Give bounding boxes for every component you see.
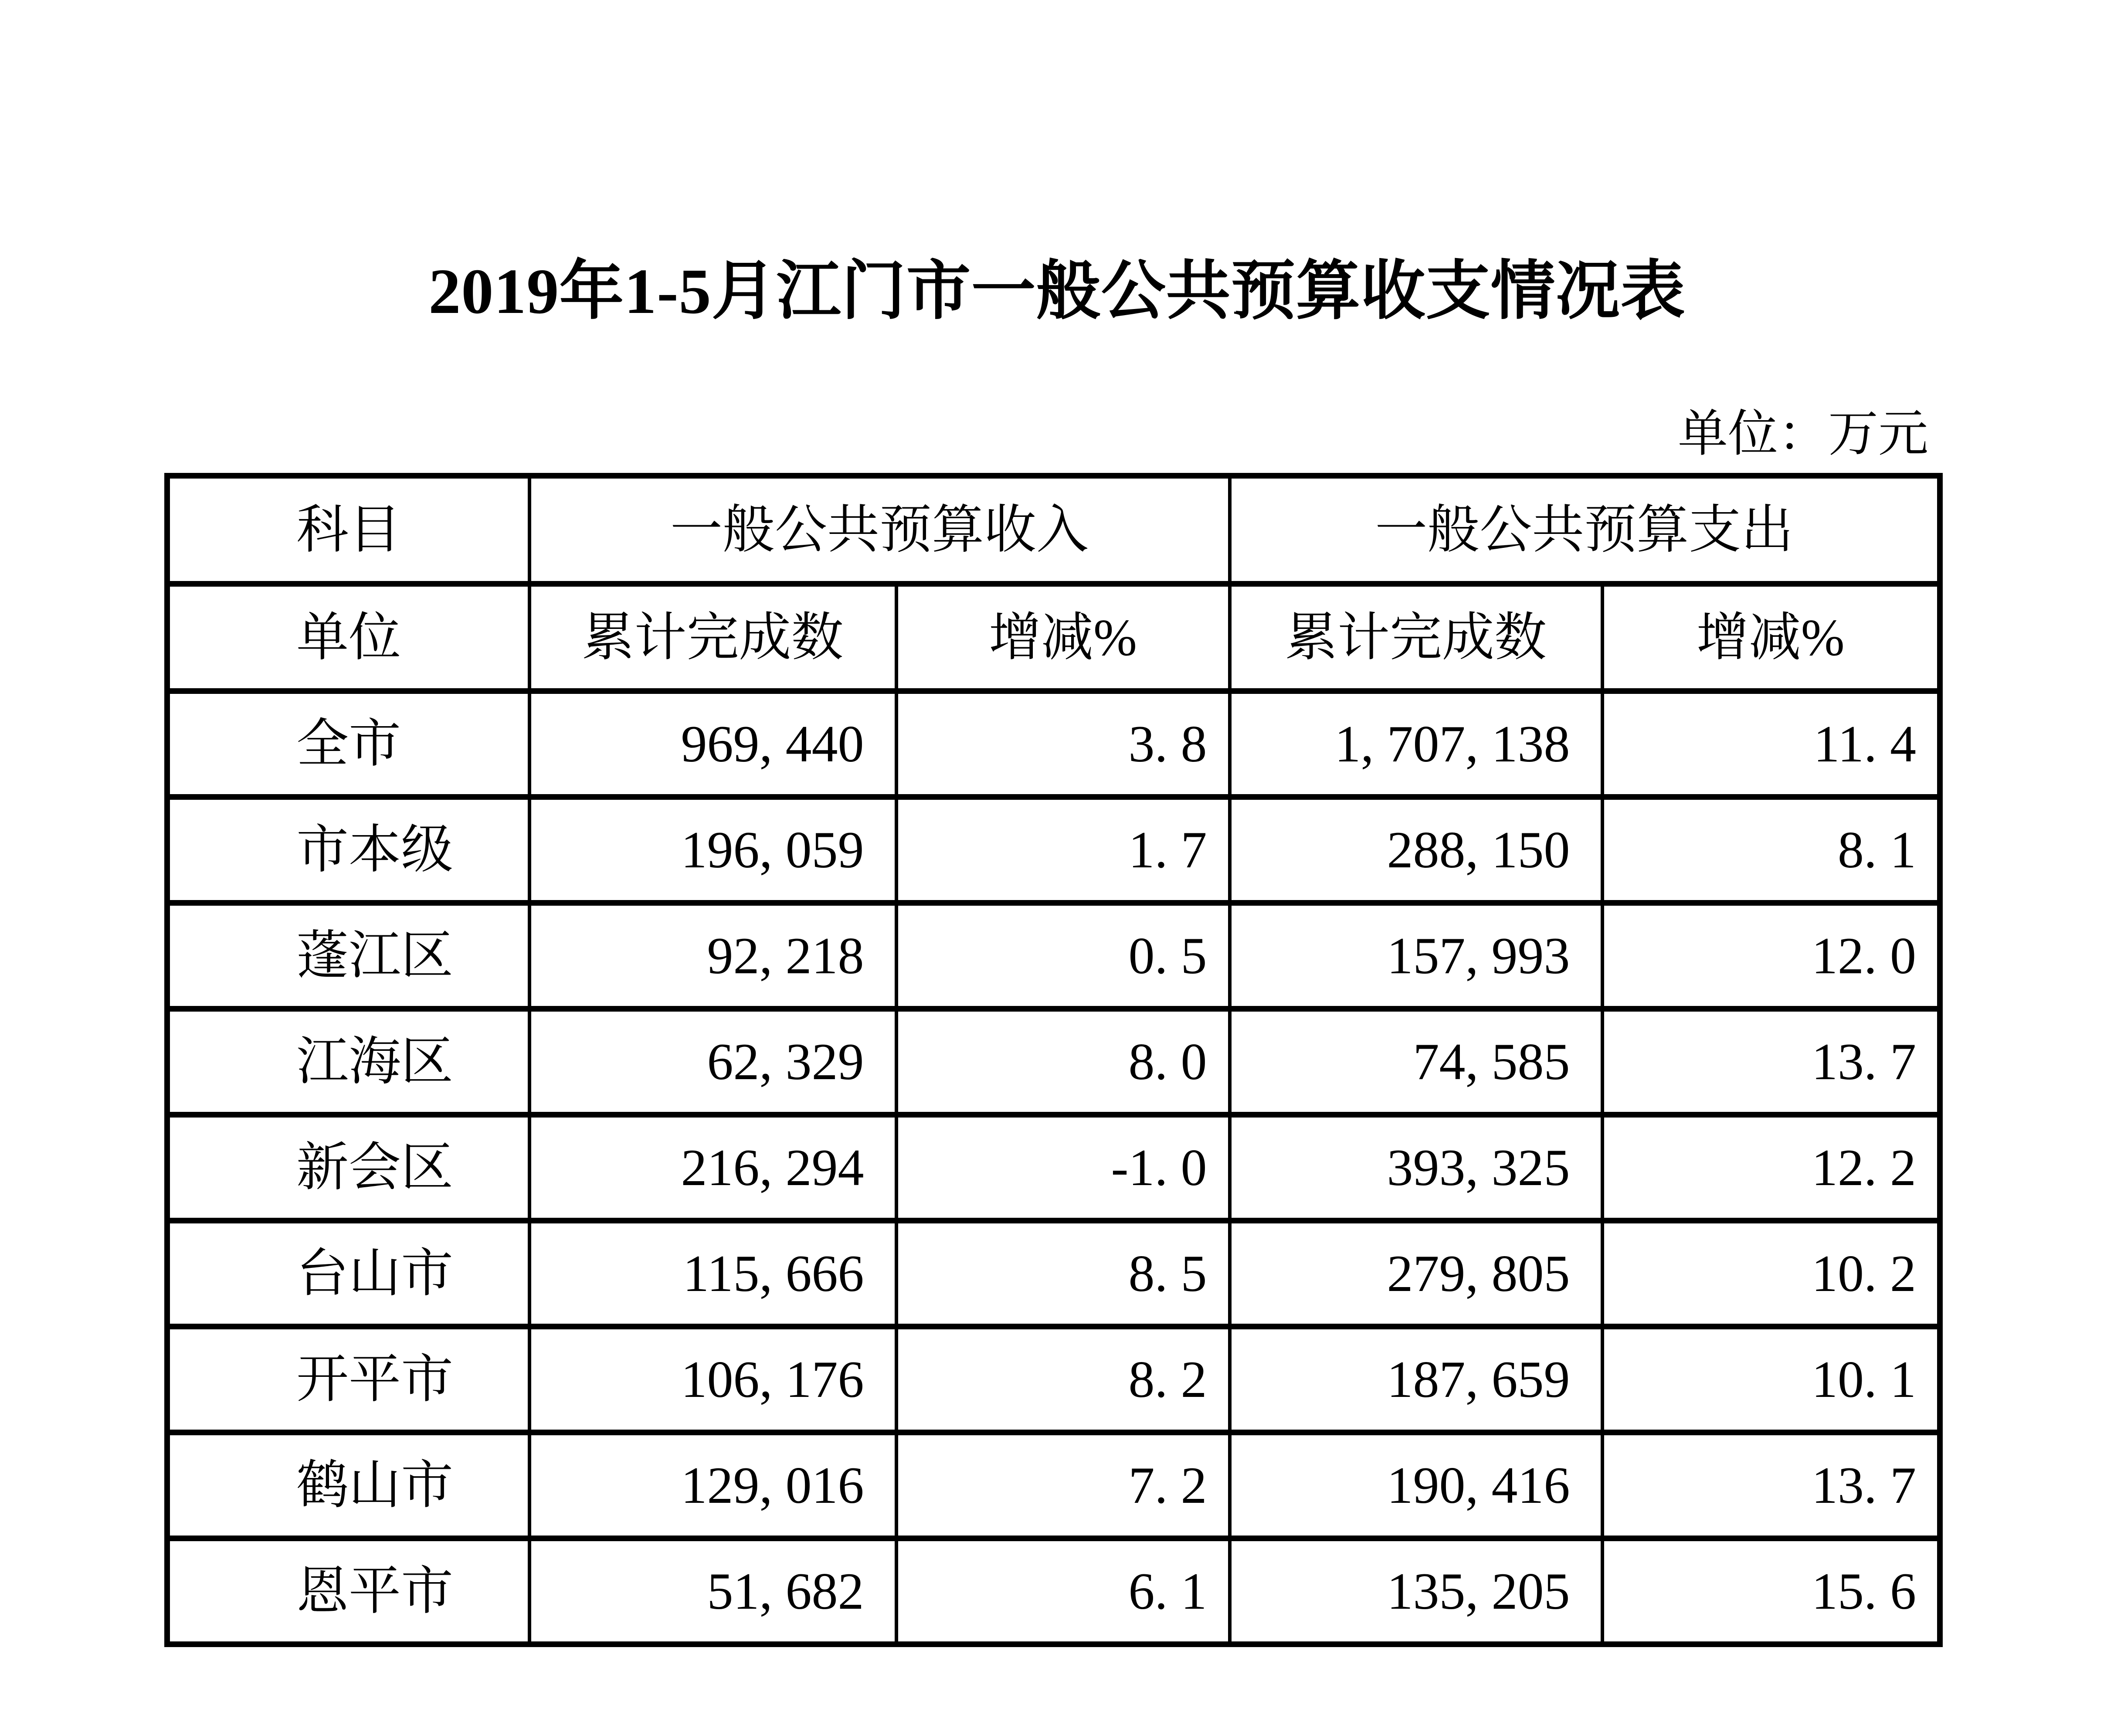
table-row [167, 1221, 1940, 1327]
region-name-cell: 开平市 [167, 1327, 529, 1433]
table-header-row-columns [167, 584, 1940, 691]
region-name-cell: 新会区 [167, 1115, 529, 1221]
header-unit: 单位 [167, 584, 529, 691]
region-name-cell: 蓬江区 [167, 903, 529, 1009]
income-change-cell: 8. 0 [896, 1009, 1230, 1115]
income-value-cell: 216, 294 [529, 1115, 896, 1221]
income-value-cell: 115, 666 [529, 1221, 896, 1327]
income-change-cell: 8. 2 [896, 1327, 1230, 1433]
income-change-cell: 8. 5 [896, 1221, 1230, 1327]
income-value-cell: 92, 218 [529, 903, 896, 1009]
table-row [167, 1327, 1940, 1433]
expense-value-cell: 157, 993 [1230, 903, 1602, 1009]
table-row [167, 1539, 1940, 1644]
income-change-cell: 7. 2 [896, 1433, 1230, 1539]
income-change-cell: 6. 1 [896, 1539, 1230, 1644]
expense-value-cell: 288, 150 [1230, 797, 1602, 903]
expense-change-cell: 10. 1 [1602, 1327, 1940, 1433]
table-row [167, 903, 1940, 1009]
expense-value-cell: 393, 325 [1230, 1115, 1602, 1221]
header-income-change: 增减% [896, 584, 1230, 691]
table-row [167, 691, 1940, 797]
header-expense-group: 一般公共预算支出 [1230, 476, 1940, 584]
table-row [167, 1009, 1940, 1115]
region-name-cell: 恩平市 [167, 1539, 529, 1644]
expense-change-cell: 8. 1 [1602, 797, 1940, 903]
expense-change-cell: 11. 4 [1602, 691, 1940, 797]
expense-change-cell: 13. 7 [1602, 1009, 1940, 1115]
income-change-cell: 0. 5 [896, 903, 1230, 1009]
expense-value-cell: 187, 659 [1230, 1327, 1602, 1433]
expense-change-cell: 10. 2 [1602, 1221, 1940, 1327]
table-header-row-groups [167, 476, 1940, 584]
budget-table [164, 473, 1943, 1647]
expense-change-cell: 12. 0 [1602, 903, 1940, 1009]
expense-change-cell: 13. 7 [1602, 1433, 1940, 1539]
expense-value-cell: 74, 585 [1230, 1009, 1602, 1115]
income-change-cell: 3. 8 [896, 691, 1230, 797]
region-name-cell: 鹤山市 [167, 1433, 529, 1539]
header-expense-change: 增减% [1602, 584, 1940, 691]
income-change-cell: 1. 7 [896, 797, 1230, 903]
region-name-cell: 市本级 [167, 797, 529, 903]
header-expense-cumulative: 累计完成数 [1230, 584, 1602, 691]
header-income-cumulative: 累计完成数 [529, 584, 896, 691]
income-value-cell: 129, 016 [529, 1433, 896, 1539]
unit-note: 单位：万元 [1677, 406, 1928, 462]
page-title: 2019年1-5月江门市一般公共预算收支情况表 [428, 256, 1686, 327]
income-value-cell: 196, 059 [529, 797, 896, 903]
expense-value-cell: 279, 805 [1230, 1221, 1602, 1327]
expense-change-cell: 15. 6 [1602, 1539, 1940, 1644]
table-row [167, 797, 1940, 903]
region-name-cell: 全市 [167, 691, 529, 797]
expense-value-cell: 135, 205 [1230, 1539, 1602, 1644]
table-row [167, 1115, 1940, 1221]
income-value-cell: 62, 329 [529, 1009, 896, 1115]
income-value-cell: 106, 176 [529, 1327, 896, 1433]
region-name-cell: 台山市 [167, 1221, 529, 1327]
header-subject: 科目 [167, 476, 529, 584]
table-row [167, 1433, 1940, 1539]
expense-value-cell: 190, 416 [1230, 1433, 1602, 1539]
income-value-cell: 51, 682 [529, 1539, 896, 1644]
income-change-cell: -1. 0 [896, 1115, 1230, 1221]
region-name-cell: 江海区 [167, 1009, 529, 1115]
income-value-cell: 969, 440 [529, 691, 896, 797]
expense-change-cell: 12. 2 [1602, 1115, 1940, 1221]
header-income-group: 一般公共预算收入 [529, 476, 1230, 584]
expense-value-cell: 1, 707, 138 [1230, 691, 1602, 797]
